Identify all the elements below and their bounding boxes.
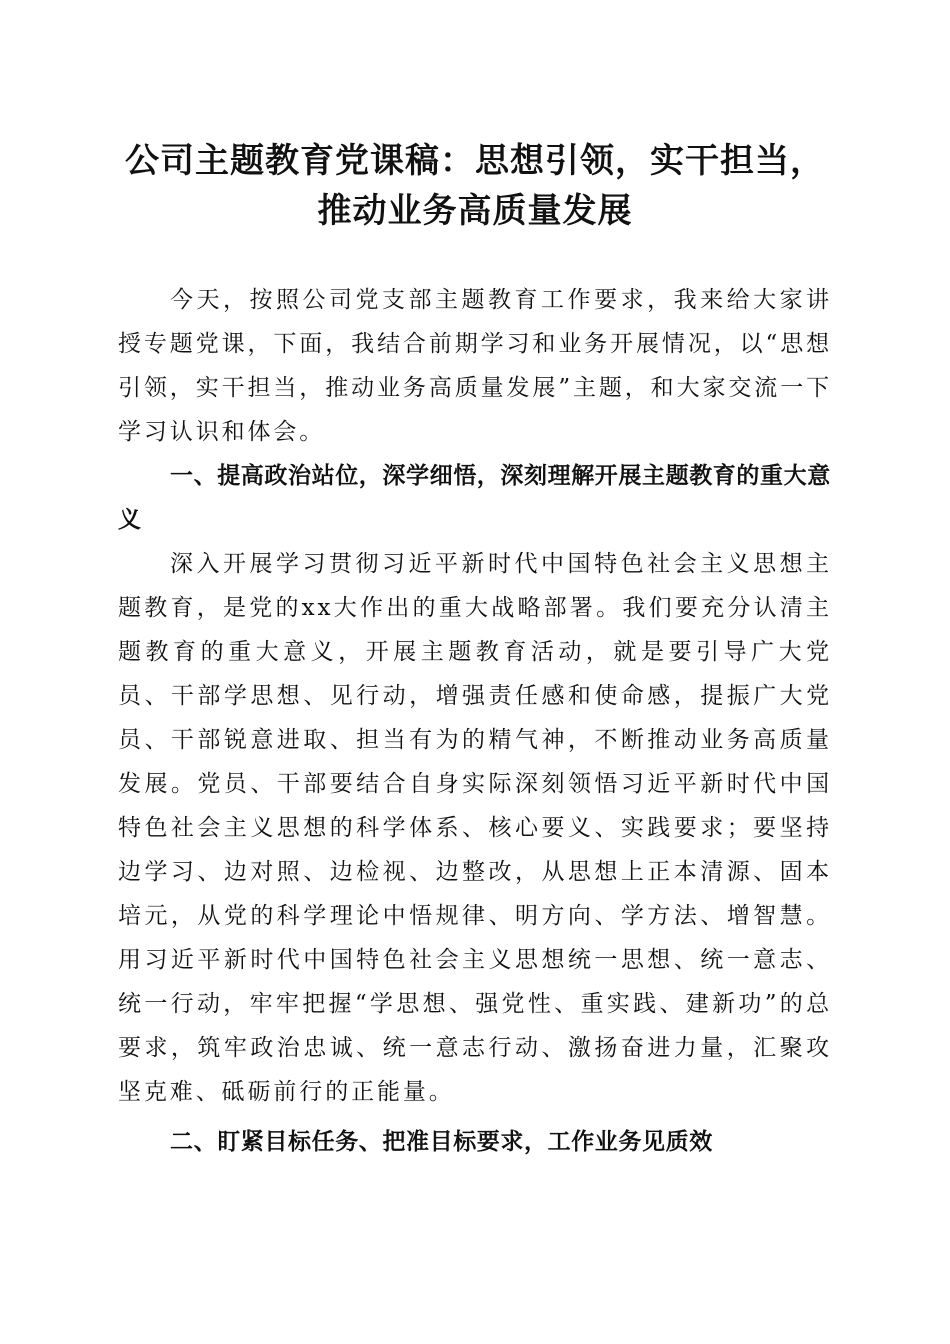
section-1-heading: 一、提高政治站位，深学细悟，深刻理解开展主题教育的重大意义 — [118, 463, 831, 533]
document-body — [118, 278, 832, 1164]
title-line-1: 公司主题教育党课稿：思想引领，实干担当， — [125, 141, 825, 181]
title-line-2: 推动业务高质量发展 — [317, 191, 633, 231]
section-1-paragraph: 深入开展学习贯彻习近平新时代中国特色社会主义思想主题教育，是党的xx大作出的重大战略部署。我们要充分认清主题教育的重大意义，开展主题教育活动，就是要引导广大党员、干部学思想、见行动，增强责任感和使命感，提振广大党员、干部锐意进取、担当有为的精气神，不断推动业务高质量发展。党员、干部要结合自身实际深刻领悟习近平新时代中国特色社会主义思想的科学体系、核心要义、实践要求；要坚持边学习、边对照、边检视、边整改，从思想上正本清源、固本培元，从党的科学理论中悟规律、明方向、学方法、增智慧。用习近平新时代中国特色社会主义思想统一思想、统一意志、统一行动，牢牢把握“学思想、强党性、重实践、建新功”的总要求，筑牢政治忠诚、统一意志行动、激扬奋进力量，汇聚攻坚克难、砥砺前行的正能量。 — [118, 551, 832, 1105]
document-title — [100, 136, 850, 236]
intro-paragraph: 今天，按照公司党支部主题教育工作要求，我来给大家讲授专题党课，下面，我结合前期学习和业务开展情况，以“思想引领，实干担当，推动业务高质量发展”主题，和大家交流一下学习认识和体会。 — [118, 287, 832, 445]
section-2-heading: 二、盯紧目标任务、把准目标要求，工作业务见质效 — [170, 1129, 713, 1155]
